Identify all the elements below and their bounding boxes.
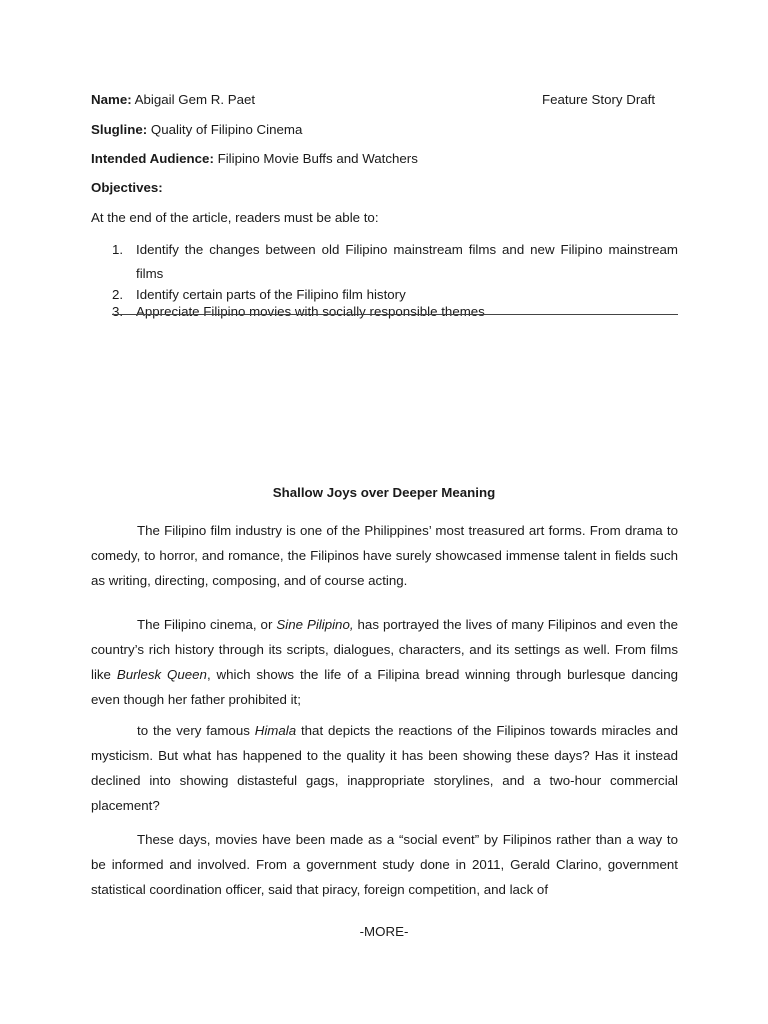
objectives-intro: At the end of the article, readers must be able to: <box>91 210 379 225</box>
slugline-line <box>91 122 302 137</box>
list-item-text: Identify certain parts of the Filipino film history <box>136 287 406 302</box>
list-number: 2. <box>112 287 124 302</box>
list-item <box>112 238 678 286</box>
slugline-label: Slugline: <box>91 122 148 137</box>
list-item-text: Appreciate Filipino movies with socially responsible themes <box>136 304 485 319</box>
objectives-list <box>112 238 678 320</box>
list-number: 1. <box>112 242 124 257</box>
article-title: Shallow Joys over Deeper Meaning <box>272 485 496 500</box>
doc-type: Feature Story Draft <box>542 92 656 107</box>
paragraph-text: has portrayed the lives of many Filipinos and even the country’s rich history through its scripts, dialogues, characters, and its settings as well. From films like <box>91 617 678 682</box>
article-paragraph-1 <box>91 518 678 593</box>
slugline-value: Quality of Filipino Cinema <box>150 122 303 137</box>
paragraph-text: The Filipino film industry is one of the Philippines’ most treasured art forms. From drama to comedy, to horror, and romance, the Filipinos have surely showcased immense talent in fields such as writing, directing, composing, and of course acting. <box>91 523 678 588</box>
list-number: 3. <box>112 304 124 319</box>
audience-label: Intended Audience: <box>91 151 214 166</box>
article-paragraph-2 <box>91 612 678 712</box>
paragraph-text: , which shows the life of a Filipina bread winning through burlesque dancing even though her father prohibited it; <box>91 667 678 707</box>
paragraph-text: to the very famous <box>137 723 255 738</box>
paragraph-text: The Filipino cinema, or <box>137 617 277 632</box>
objectives-label: Objectives: <box>91 180 163 195</box>
italic-title-sine-pilipino: Sine Pilipino, <box>276 617 354 632</box>
article-paragraph-4 <box>91 827 678 902</box>
audience-value: Filipino Movie Buffs and Watchers <box>217 151 418 166</box>
list-item <box>112 286 678 303</box>
article-paragraph-3 <box>91 718 678 818</box>
list-item-text-cont: films <box>136 266 164 281</box>
divider-line <box>112 314 678 315</box>
more-marker: -MORE- <box>359 924 409 939</box>
name-label: Name: <box>91 92 132 107</box>
audience-line <box>91 151 418 166</box>
name-line <box>91 92 255 107</box>
italic-title-burlesk-queen: Burlesk Queen <box>116 667 207 682</box>
name-value: Abigail Gem R. Paet <box>134 92 256 107</box>
italic-title-himala: Himala <box>254 723 297 738</box>
list-item-text: Identify the changes between old Filipino mainstream films and new Filipino mainstream <box>136 242 678 257</box>
list-item <box>112 303 678 320</box>
paragraph-text: These days, movies have been made as a “social event” by Filipinos rather than a way to be informed and involved. From a government study done in 2011, Gerald Clarino, government statistical coordination officer, said that piracy, foreign competition, and lack of <box>91 832 678 897</box>
paragraph-text: that depicts the reactions of the Filipinos towards miracles and mysticism. But what has happened to the quality it has been showing these days? Has it instead declined into showing distasteful gags, inappropriate storylines, and a two-hour commercial placement? <box>91 723 678 813</box>
